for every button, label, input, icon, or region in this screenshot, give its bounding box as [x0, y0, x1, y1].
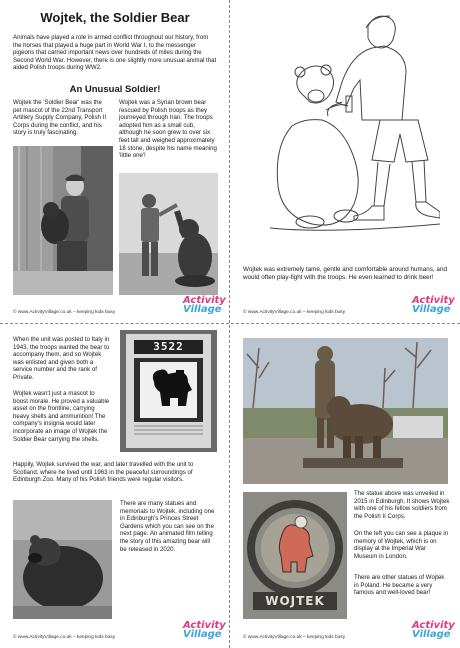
frontline-paragraph: Wojtek wasn't just a mascot to boost morale. He proved a valuable asset on the frontline, carrying heavy shells and ammunition! The company's insignia would later incorporate an image of Wojtek the Soldier Bear carrying the shells.	[13, 390, 110, 443]
section-subtitle: An Unusual Soldier!	[69, 84, 161, 95]
scotland-paragraph: Happily, Wojtek survived the war, and later travelled with the unit to Scotland, where he lived until 1963 in the peaceful surroundings of Edinburgh Zoo. Many of his Polish friends were regular visitors.	[13, 461, 194, 484]
plaque-paragraph: On the left you can see a plaque in memory of Wojtek, which is on display at the Imperial War Museum in London.	[354, 530, 449, 560]
footer-url: © www.ActivityVillage.co.uk – keeping kids busy	[13, 310, 116, 315]
photo-edinburgh-statue	[243, 338, 448, 484]
insignia-badge-image	[120, 330, 217, 452]
colouring-illustration-soldier-bear	[260, 6, 440, 236]
left-column-text: Wojtek the 'Soldier Bear' was the pet mascot of the 22nd Transport Artillery Supply Company, Polish II Corps during the conflict, and his story is truly fascinating.	[13, 99, 107, 137]
poland-paragraph: There are other statues of Wojtek in Poland. He became a very famous and well-loved bear!	[354, 574, 445, 597]
footer-url: © www.ActivityVillage.co.uk – keeping kids busy	[243, 635, 346, 640]
logo-village-text: Village	[183, 304, 222, 315]
page-panel-4	[230, 324, 460, 648]
statue-illustration	[243, 338, 448, 484]
logo-activity-text: Activity	[183, 295, 226, 306]
bear-zoo-illustration	[13, 500, 112, 619]
activity-village-logo	[183, 621, 226, 639]
footer-url: © www.ActivityVillage.co.uk – keeping kids busy	[13, 635, 116, 640]
page-title: Wojtek, the Soldier Bear	[40, 10, 190, 25]
photo-memorial-plaque	[243, 492, 347, 619]
logo-activity-text: Activity	[412, 295, 455, 306]
soldier-bear-illustration	[119, 173, 218, 295]
photo-bear-at-zoo	[13, 500, 112, 619]
activity-village-logo	[412, 296, 455, 314]
illustration-caption: Wojtek was extremely tame, gentle and comfortable around humans, and would often play-fight with the troops. He even learned to drink beer!	[243, 266, 447, 281]
logo-village-text: Village	[412, 304, 451, 315]
plaque-label: WOJTEK	[265, 594, 325, 608]
logo-village-text: Village	[412, 629, 451, 640]
right-column-text: Wojtek was a Syrian brown bear rescued by Polish troops as they journeyed through Iran. The troops adopted him as a small cub, although he soon grew to over six feet tall and weighed approximately 18 stone, despite his name meaning 'little one'!	[119, 99, 217, 160]
logo-village-text: Village	[183, 629, 222, 640]
intro-paragraph: Animals have played a role in armed conflict throughout our history, from the horses that played a huge part in World War I, to the messenger pigeons that carried important news over hundreds of miles during the Second World War. However, there is one slightly more unusual animal that aided Polish troops during WW2.	[13, 34, 217, 72]
logo-activity-text: Activity	[183, 620, 226, 631]
soldier-cub-illustration	[13, 146, 113, 295]
enlistment-paragraph: When the unit was posted to Italy in 1943, the troops wanted the bear to accompany them, and so Wojtek was enlisted and given both a service number and the rank of Private.	[13, 336, 110, 381]
activity-village-logo	[183, 296, 226, 314]
photo-soldier-feeding-bear	[119, 173, 218, 295]
badge-number: 3522	[153, 340, 184, 353]
statue-paragraph: The statue above was unveiled in 2015 in Edinburgh. It shows Wojtek with one of his fellow soldiers from the Polish II Corps.	[354, 490, 450, 520]
footer-url: © www.ActivityVillage.co.uk – keeping kids busy	[243, 310, 346, 315]
page-panel-2	[230, 0, 460, 323]
page-panel-3	[0, 324, 229, 648]
memorials-paragraph: There are many statues and memorials to Wojtek, including one in Edinburgh's Princes Street Gardens which you can see on the next page. An animated film telling the story of this amazing bear will be released in 2020.	[120, 500, 215, 553]
activity-village-logo	[412, 621, 455, 639]
logo-activity-text: Activity	[412, 620, 455, 631]
photo-soldier-with-cub	[13, 146, 113, 295]
page-panel-1	[0, 0, 229, 323]
